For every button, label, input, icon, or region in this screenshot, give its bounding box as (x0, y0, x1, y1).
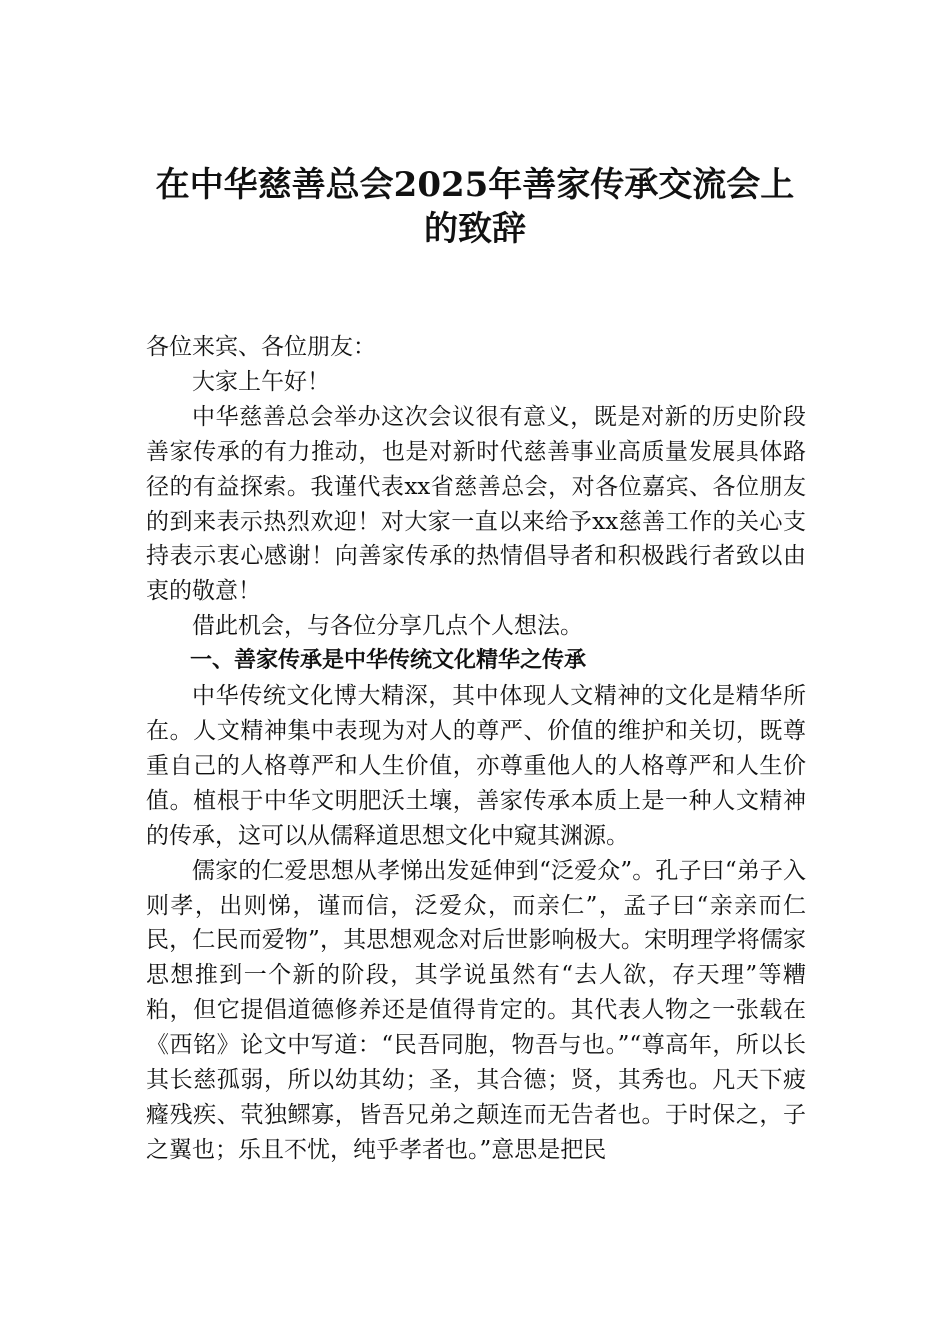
paragraph-confucianism: 儒家的仁爱思想从孝悌出发延伸到“泛爱众”。孔子曰“弟子入则孝，出则悌，谨而信，泛爱众，而亲仁”，孟子曰“亲亲而仁民，仁民而爱物”，其思想观念对后世影响极大。宋明理学将儒家思想推到一个新的阶段，其学说虽然有“去人欲，存天理”等糟粕，但它提倡道德修养还是值得肯定的。其代表人物之一张载在《西铭》论文中写道：“民吾同胞，物吾与也。”“尊高年，所以长其长慈孤弱，所以幼其幼；圣，其合德；贤，其秀也。凡天下疲癃残疾、茕独鳏寡，皆吾兄弟之颠连而无告者也。于时保之，子之翼也；乐且不忧，纯乎孝者也。”意思是把民 (146, 857, 806, 1163)
salutation: 各位来宾、各位朋友： (146, 334, 376, 360)
greeting-line: 大家上午好！ (192, 368, 330, 395)
document-title-line-2: 的致辞 (424, 209, 526, 249)
paragraph-culture: 中华传统文化博大精深，其中体现人文精神的文化是精华所在。人文精神集中表现为对人的尊严、价值的维护和关切，既尊重自己的人格尊严和人生价值，亦尊重他人的人格尊严和人生价值。植根于中华文明肥沃土壤，善家传承本质上是一种人文精神的传承，这可以从儒释道思想文化中窥其渊源。 (146, 683, 806, 849)
document-title-line-1: 在中华慈善总会2025年善家传承交流会上 (155, 165, 795, 205)
paragraph-transition: 借此机会，与各位分享几点个人想法。 (192, 613, 583, 640)
section-heading-1: 一、善家传承是中华传统文化精华之传承 (190, 648, 587, 674)
paragraph-intro: 中华慈善总会举办这次会议很有意义，既是对新的历史阶段善家传承的有力推动，也是对新时代慈善事业高质量发展具体路径的有益探索。我谨代表xx省慈善总会，对各位嘉宾、各位朋友的到来表示热烈欢迎！对大家一直以来给予xx慈善工作的关心支持表示衷心感谢！向善家传承的热情倡导者和积极践行者致以由衷的敬意！ (146, 403, 806, 605)
document-body (146, 330, 806, 1168)
